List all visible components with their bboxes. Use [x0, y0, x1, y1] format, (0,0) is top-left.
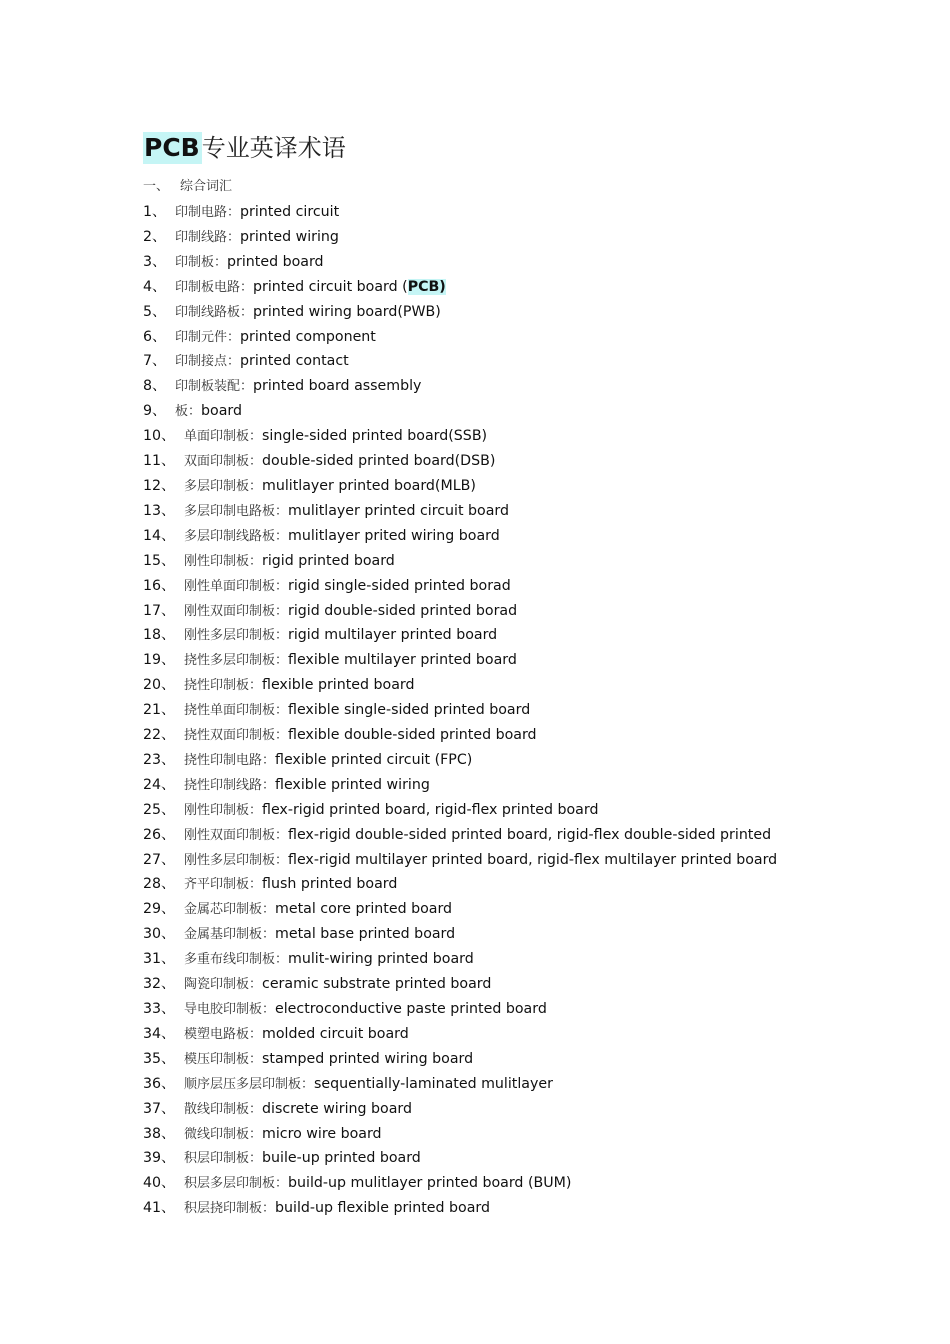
term-item: [143, 599, 923, 624]
term-number: 1、: [143, 204, 167, 220]
term-list: [143, 200, 923, 1221]
term-english: sequentially-laminated mulitlayer: [314, 1075, 553, 1092]
term-item: [143, 673, 923, 698]
term-chinese: 多层印制电路板：: [184, 503, 289, 519]
term-number: 22、: [143, 727, 176, 744]
term-chinese: 印制线路：: [175, 229, 241, 245]
term-number: 4、: [143, 278, 167, 295]
term-number: 8、: [143, 378, 167, 395]
term-chinese: 微线印制板：: [184, 1126, 263, 1142]
term-chinese: 金属芯印制板：: [184, 902, 276, 918]
term-english: flex-rigid printed board, rigid-flex printed board: [262, 801, 599, 818]
term-chinese: 双面印制板：: [184, 454, 263, 470]
term-english: metal base printed board: [275, 926, 456, 943]
term-number: 14、: [143, 527, 176, 544]
term-english: flex-rigid double-sided printed board, rigid-flex double-sided printed: [288, 826, 772, 843]
term-chinese: 多层印制板：: [184, 478, 263, 494]
term-number: 12、: [143, 477, 176, 494]
term-english: mulitlayer prited wiring board: [288, 527, 500, 544]
term-chinese: 印制接点：: [175, 354, 241, 370]
term-english: printed wiring board(PWB): [253, 303, 441, 320]
term-number: 37、: [143, 1100, 176, 1117]
term-chinese: 积层印制板：: [184, 1151, 263, 1167]
term-number: 3、: [143, 253, 167, 270]
term-item: [143, 349, 923, 374]
term-english: metal core printed board: [275, 901, 453, 918]
term-number: 2、: [143, 228, 167, 245]
term-number: 36、: [143, 1075, 176, 1092]
term-english: flexible printed board: [262, 677, 415, 694]
term-english: mulit-wiring printed board: [288, 951, 474, 968]
term-chinese: 板：: [175, 404, 202, 420]
term-chinese: 挠性印制板：: [184, 678, 263, 694]
term-item: [143, 200, 923, 225]
term-item: [143, 474, 923, 499]
term-item: [143, 300, 923, 325]
term-chinese: 导电胶印制板：: [184, 1002, 276, 1017]
page-title: [143, 132, 346, 166]
term-item: [143, 848, 923, 873]
term-english: flex-rigid multilayer printed board, rigid-flex multilayer printed board: [288, 851, 778, 868]
term-english: flexible printed wiring: [275, 776, 430, 793]
term-item: [143, 1171, 923, 1196]
term-number: 25、: [143, 801, 176, 818]
term-chinese: 模压印制板：: [184, 1051, 263, 1067]
section-heading: [143, 177, 232, 197]
term-english: printed circuit: [240, 204, 340, 220]
term-english: board: [201, 403, 242, 420]
term-item: [143, 872, 923, 897]
term-highlight: PCB): [407, 278, 446, 295]
term-chinese: 单面印制板：: [184, 429, 263, 445]
term-item: [143, 723, 923, 748]
term-english: flush printed board: [262, 876, 398, 893]
term-english: flexible double-sided printed board: [288, 727, 537, 744]
term-item: [143, 648, 923, 673]
term-chinese: 印制板装配：: [175, 379, 254, 395]
term-item: [143, 449, 923, 474]
term-item: [143, 275, 923, 300]
term-chinese: 金属基印制板：: [184, 927, 276, 943]
term-item: [143, 424, 923, 449]
term-item: [143, 524, 923, 549]
term-chinese: 刚性单面印制板：: [184, 578, 289, 594]
term-number: 33、: [143, 1001, 176, 1017]
term-english: molded circuit board: [262, 1025, 409, 1042]
term-number: 26、: [143, 826, 176, 843]
term-number: 38、: [143, 1125, 176, 1142]
term-number: 28、: [143, 876, 176, 893]
term-number: 21、: [143, 702, 176, 719]
term-english: mulitlayer printed board(MLB): [262, 477, 476, 494]
term-chinese: 刚性多层印制板：: [184, 852, 289, 868]
term-item: [143, 399, 923, 424]
term-english: rigid printed board: [262, 552, 395, 569]
term-item: [143, 1047, 923, 1072]
term-chinese: 陶瓷印制板：: [184, 977, 263, 993]
term-number: 34、: [143, 1025, 176, 1042]
term-item: [143, 1196, 923, 1221]
term-chinese: 多重布线印制板：: [184, 952, 289, 968]
term-number: 20、: [143, 677, 176, 694]
term-chinese: 印制线路板：: [175, 304, 254, 320]
term-item: [143, 623, 923, 648]
term-chinese: 印制元件：: [175, 329, 241, 345]
term-item: [143, 947, 923, 972]
term-english: build-up mulitlayer printed board (BUM): [288, 1175, 572, 1192]
term-chinese: 印制板：: [175, 254, 228, 270]
term-item: [143, 574, 923, 599]
term-item: [143, 1146, 923, 1171]
term-chinese: 挠性双面印制板：: [184, 728, 289, 744]
term-item: [143, 773, 923, 798]
term-chinese: 刚性双面印制板：: [184, 603, 289, 619]
term-item: [143, 325, 923, 350]
term-number: 5、: [143, 303, 167, 320]
term-english: stamped printed wiring board: [262, 1050, 474, 1067]
term-chinese: 刚性印制板：: [184, 553, 263, 569]
term-number: 13、: [143, 502, 176, 519]
term-english: flexible printed circuit (FPC): [275, 751, 473, 768]
term-item: [143, 897, 923, 922]
term-item: [143, 698, 923, 723]
term-chinese: 积层挠印制板：: [184, 1201, 276, 1217]
term-english: printed board assembly: [253, 378, 422, 395]
term-number: 35、: [143, 1050, 176, 1067]
term-chinese: 刚性多层印制板：: [184, 628, 289, 644]
term-number: 10、: [143, 428, 176, 445]
term-chinese: 挠性多层印制板：: [184, 653, 289, 669]
title-highlight: PCB: [144, 133, 200, 162]
title-text: 专业英译术语: [201, 134, 346, 162]
term-number: 32、: [143, 976, 176, 993]
term-english: flexible multilayer printed board: [288, 652, 517, 669]
term-chinese: 散线印制板：: [184, 1101, 263, 1117]
term-english: electroconductive paste printed board: [275, 1001, 547, 1017]
term-number: 40、: [143, 1175, 176, 1192]
section-label: 综合词汇: [180, 179, 233, 194]
term-english: buile-up printed board: [262, 1150, 421, 1167]
term-chinese: 齐平印制板：: [184, 877, 263, 893]
term-number: 27、: [143, 851, 176, 868]
term-item: [143, 499, 923, 524]
term-item: [143, 798, 923, 823]
term-english: ceramic substrate printed board: [262, 976, 492, 993]
term-chinese: 印制电路：: [175, 205, 241, 220]
term-number: 24、: [143, 776, 176, 793]
term-chinese: 多层印制线路板：: [184, 528, 289, 544]
term-chinese: 挠性单面印制板：: [184, 703, 289, 719]
term-chinese: 模塑电路板：: [184, 1026, 263, 1042]
term-english: discrete wiring board: [262, 1100, 413, 1117]
term-chinese: 挠性印制线路：: [184, 777, 276, 793]
term-chinese: 顺序层压多层印制板：: [184, 1076, 315, 1092]
term-number: 15、: [143, 552, 176, 569]
term-chinese: 积层多层印制板：: [184, 1176, 289, 1192]
term-chinese: 挠性印制电路：: [184, 752, 276, 768]
term-english: micro wire board: [262, 1125, 382, 1142]
term-number: 23、: [143, 751, 176, 768]
term-number: 30、: [143, 926, 176, 943]
term-english: printed circuit board (: [253, 278, 408, 295]
section-number: 一、: [143, 179, 170, 194]
term-english: printed contact: [240, 353, 349, 370]
term-english: rigid multilayer printed board: [288, 627, 498, 644]
term-item: [143, 374, 923, 399]
term-item: [143, 922, 923, 947]
term-item: [143, 972, 923, 997]
term-item: [143, 549, 923, 574]
term-number: 29、: [143, 901, 176, 918]
term-item: [143, 1022, 923, 1047]
term-number: 39、: [143, 1150, 176, 1167]
term-english: double-sided printed board(DSB): [262, 453, 496, 470]
term-english: rigid double-sided printed borad: [288, 602, 518, 619]
term-chinese: 刚性印制板：: [184, 802, 263, 818]
term-number: 7、: [143, 353, 167, 370]
term-item: [143, 748, 923, 773]
term-item: [143, 1072, 923, 1097]
term-english: printed wiring: [240, 228, 339, 245]
term-english: printed component: [240, 328, 376, 345]
term-number: 18、: [143, 627, 176, 644]
term-number: 16、: [143, 577, 176, 594]
term-item: [143, 823, 923, 848]
term-item: [143, 250, 923, 275]
term-english: mulitlayer printed circuit board: [288, 502, 509, 519]
term-english: flexible single-sided printed board: [288, 702, 531, 719]
term-item: [143, 1122, 923, 1147]
term-item: [143, 225, 923, 250]
term-number: 41、: [143, 1200, 176, 1217]
term-item: [143, 997, 923, 1022]
term-english: rigid single-sided printed borad: [288, 577, 511, 594]
term-number: 31、: [143, 951, 176, 968]
term-english: single-sided printed board(SSB): [262, 428, 488, 445]
term-number: 9、: [143, 403, 167, 420]
term-number: 17、: [143, 602, 176, 619]
term-number: 6、: [143, 328, 167, 345]
term-number: 11、: [143, 453, 176, 470]
term-chinese: 刚性双面印制板：: [184, 827, 289, 843]
term-english: build-up flexible printed board: [275, 1200, 491, 1217]
term-english: printed board: [227, 253, 324, 270]
term-item: [143, 1097, 923, 1122]
term-number: 19、: [143, 652, 176, 669]
term-chinese: 印制板电路：: [175, 279, 254, 295]
